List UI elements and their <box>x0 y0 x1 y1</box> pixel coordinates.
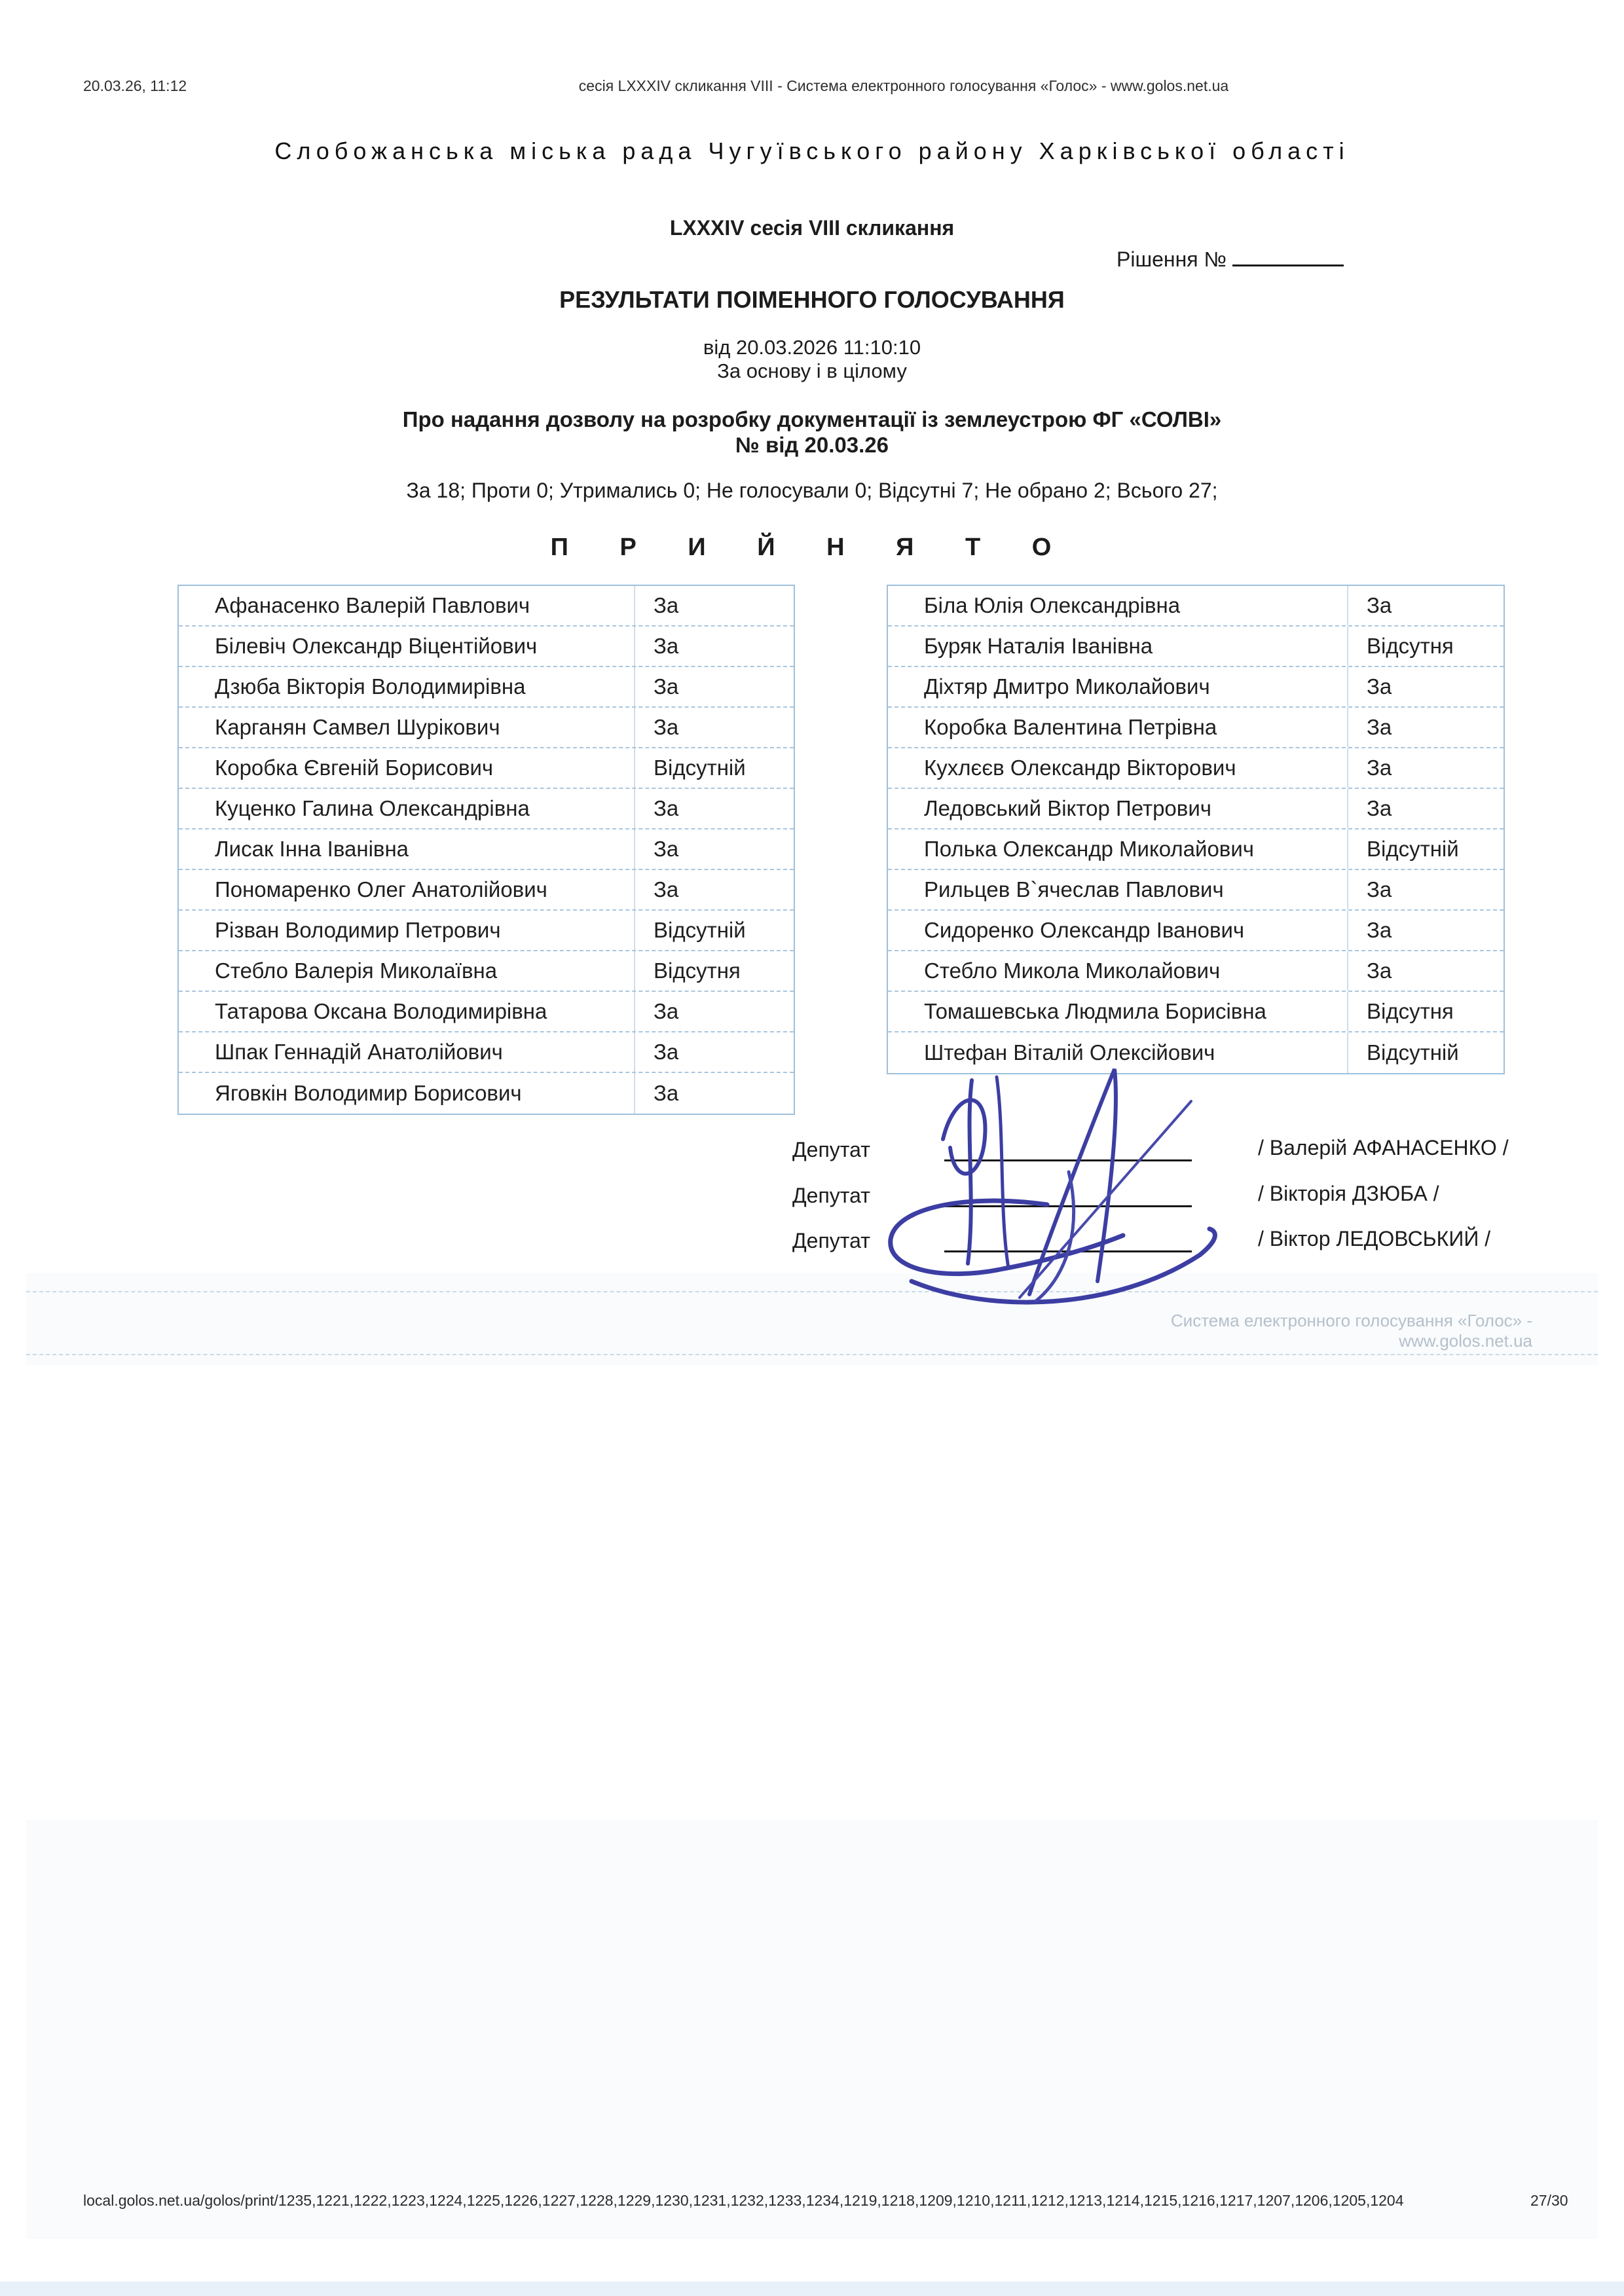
subject-line-1: Про надання дозволу на розробку документації із землеустрою ФГ «СОЛВІ» <box>402 407 1222 431</box>
vote-table-left <box>177 585 795 1115</box>
table-row <box>888 627 1504 667</box>
vote-value: За <box>634 667 794 706</box>
print-footer-page-number: 27/30 <box>1530 2192 1568 2209</box>
deputy-name: Білевіч Олександр Віцентійович <box>215 634 538 658</box>
deputy-name: Штефан Віталій Олексійович <box>924 1040 1215 1065</box>
vote-value: За <box>634 586 794 625</box>
table-row <box>179 829 794 870</box>
deputy-name: Полька Олександр Миколайович <box>924 837 1254 861</box>
vote-value: За <box>634 627 794 666</box>
print-header-datetime: 20.03.26, 11:12 <box>83 77 187 94</box>
deputy-name: Коробка Валентина Петрівна <box>924 715 1217 739</box>
vote-value: За <box>634 708 794 747</box>
signature-name: / Валерій АФАНАСЕНКО / <box>1258 1136 1509 1159</box>
deputy-name: Карганян Самвел Шурікович <box>215 715 500 739</box>
results-heading: РЕЗУЛЬТАТИ ПОІМЕННОГО ГОЛОСУВАННЯ <box>559 286 1065 313</box>
vote-datetime: від 20.03.2026 11:10:10 <box>703 336 921 359</box>
vote-value: Відсутня <box>1347 992 1504 1031</box>
system-watermark-text: Система електронного голосування «Голос» - www.golos.net.ua <box>1170 1311 1532 1351</box>
vote-value: За <box>634 870 794 909</box>
vote-value: За <box>634 992 794 1031</box>
vote-value: За <box>1347 870 1504 909</box>
deputy-name: Яговкін Володимир Борисович <box>215 1081 522 1105</box>
deputy-name: Татарова Оксана Володимирівна <box>215 999 547 1023</box>
vote-totals: За 18; Проти 0; Утримались 0; Не голосували 0; Відсутні 7; Не обрано 2; Всього 27; <box>406 479 1218 502</box>
table-row <box>179 627 794 667</box>
vote-value: Відсутня <box>634 951 794 991</box>
vote-value: Відсутній <box>634 748 794 788</box>
council-title: Слобожанська міська рада Чугуївського району Харківської області <box>274 137 1350 164</box>
vote-value: Відсутній <box>634 911 794 950</box>
table-row <box>888 789 1504 829</box>
vote-value: За <box>634 1073 794 1114</box>
session-title: LXXXIV сесія VIII скликання <box>669 216 955 240</box>
vote-value: За <box>1347 911 1504 950</box>
subject-line-2: № від 20.03.26 <box>735 433 889 457</box>
deputy-name: Різван Володимир Петрович <box>215 918 501 942</box>
deputy-name: Шпак Геннадій Анатолійович <box>215 1040 503 1064</box>
deputy-name: Рильцев В`ячеслав Павлович <box>924 877 1224 902</box>
table-row <box>179 667 794 708</box>
deputy-name: Біла Юлія Олександрівна <box>924 593 1181 617</box>
deputy-name: Стебло Валерія Миколаївна <box>215 958 498 983</box>
result-status: П Р И Й Н Я Т О <box>550 534 1074 561</box>
table-row <box>888 748 1504 789</box>
vote-value: За <box>634 789 794 828</box>
deputy-name: Пономаренко Олег Анатолійович <box>215 877 547 902</box>
vote-value: Відсутній <box>1347 1032 1504 1073</box>
decision-number-blank <box>1232 244 1344 266</box>
vote-value: За <box>1347 789 1504 828</box>
vote-value: За <box>1347 667 1504 706</box>
table-row <box>888 708 1504 748</box>
deputy-name: Лисак Інна Іванівна <box>215 837 409 861</box>
deputy-name: Ледовський Віктор Петрович <box>924 796 1211 820</box>
deputy-label: Депутат <box>792 1229 870 1252</box>
signature-name: / Віктор ЛЕДОВСЬКИЙ / <box>1258 1227 1491 1250</box>
signature-name: / Вікторія ДЗЮБА / <box>1258 1182 1439 1205</box>
vote-value: За <box>1347 748 1504 788</box>
table-row <box>179 992 794 1032</box>
faded-watermark-line <box>26 1291 1598 1292</box>
table-row <box>179 951 794 992</box>
table-row <box>888 951 1504 992</box>
table-row <box>179 708 794 748</box>
table-row <box>888 992 1504 1032</box>
faded-watermark-line <box>26 1354 1598 1355</box>
vote-stage: За основу і в цілому <box>717 359 907 382</box>
vote-value: Відсутня <box>1347 627 1504 666</box>
table-row <box>179 1032 794 1073</box>
decision-label: Рішення № <box>1116 247 1227 271</box>
table-row <box>179 748 794 789</box>
handwritten-signature-ink <box>832 1038 1264 1319</box>
deputy-name: Куценко Галина Олександрівна <box>215 796 530 820</box>
background-wash-band <box>26 1820 1598 2239</box>
table-row <box>888 911 1504 951</box>
table-row <box>179 586 794 627</box>
table-row <box>888 829 1504 870</box>
table-row <box>888 870 1504 911</box>
vote-value: За <box>1347 586 1504 625</box>
table-row <box>179 1073 794 1114</box>
vote-value: За <box>634 829 794 869</box>
table-row <box>888 667 1504 708</box>
background-wash-band <box>0 2282 1624 2296</box>
vote-table-right <box>887 585 1505 1074</box>
deputy-name: Сидоренко Олександр Іванович <box>924 918 1245 942</box>
table-row <box>179 789 794 829</box>
deputy-name: Буряк Наталія Іванівна <box>924 634 1153 658</box>
print-footer-url: local.golos.net.ua/golos/print/1235,1221,1222,1223,1224,1225,1226,1227,1228,1229,1230,1231,1232,1233,1234,1219,1218,1209,1210,1211,1212,1213,1214,1215,1216,1217,1207,1206,1205,1204 <box>83 2192 1404 2209</box>
vote-value: Відсутній <box>1347 829 1504 869</box>
table-row <box>888 586 1504 627</box>
deputy-name: Томашевська Людмила Борисівна <box>924 999 1266 1023</box>
print-header-title: сесія LXXXIV скликання VIII - Система електронного голосування «Голос» - www.golos.net.ua <box>578 77 1229 94</box>
deputy-label: Депутат <box>792 1184 870 1207</box>
decision-number-line <box>1116 244 1344 272</box>
deputy-name: Стебло Микола Миколайович <box>924 958 1221 983</box>
table-row <box>179 911 794 951</box>
deputy-name: Кухлєєв Олександр Вікторович <box>924 756 1236 780</box>
deputy-name: Діхтяр Дмитро Миколайович <box>924 674 1210 699</box>
vote-value: За <box>1347 951 1504 991</box>
deputy-label: Депутат <box>792 1138 870 1161</box>
deputy-name: Афанасенко Валерій Павлович <box>215 593 530 617</box>
table-row <box>179 870 794 911</box>
deputy-name: Дзюба Вікторія Володимирівна <box>215 674 526 699</box>
vote-value: За <box>634 1032 794 1072</box>
deputy-name: Коробка Євгеній Борисович <box>215 756 494 780</box>
vote-value: За <box>1347 708 1504 747</box>
